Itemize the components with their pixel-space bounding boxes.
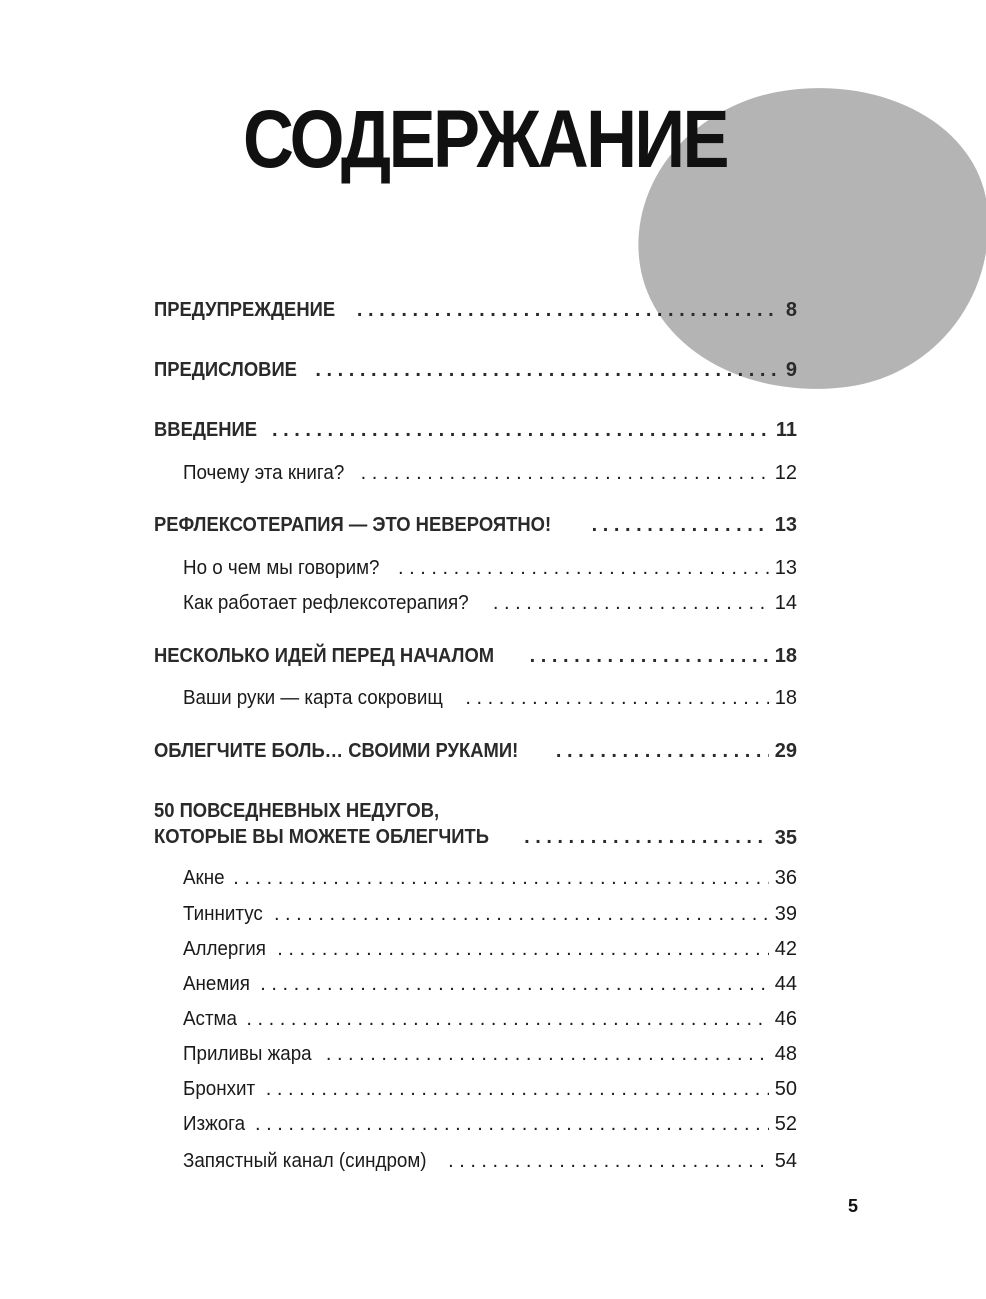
- toc-entry-page: 29: [774, 740, 797, 762]
- toc-entry-page: 46: [774, 1008, 797, 1030]
- toc-subentry-what-we-talk-about[interactable]: [183, 556, 797, 580]
- toc-subentry-hands-treasure-map[interactable]: [183, 686, 797, 710]
- toc-subentry-bronchitis[interactable]: [183, 1077, 797, 1101]
- toc-subentry-asthma[interactable]: [183, 1007, 797, 1031]
- toc-leader-dots: [260, 972, 768, 996]
- toc-entry-label: Акне: [183, 867, 225, 889]
- toc-entry-label: Тиннитус: [183, 903, 263, 925]
- toc-entry-label: ВВЕДЕНИЕ: [154, 419, 258, 441]
- toc-entry-page: 42: [774, 938, 797, 960]
- toc-entry-page: 14: [774, 592, 797, 614]
- toc-entry-label: [154, 798, 489, 850]
- toc-leader-dots: [246, 1007, 768, 1031]
- toc-entry-50-ailments[interactable]: [154, 798, 797, 850]
- toc-entry-page: 48: [774, 1043, 797, 1065]
- toc-entry-label: ОБЛЕГЧИТЕ БОЛЬ… СВОИМИ РУКАМИ!: [154, 740, 519, 762]
- toc-leader-dots: [493, 591, 769, 615]
- toc-entry-page: 50: [774, 1078, 797, 1100]
- toc-entry-page: 52: [774, 1113, 797, 1135]
- toc-entry-label: ПРЕДУПРЕЖДЕНИЕ: [154, 299, 336, 321]
- toc-entry-label: НЕСКОЛЬКО ИДЕЙ ПЕРЕД НАЧАЛОМ: [154, 645, 495, 667]
- toc-entry-label: Ваши руки — карта сокровищ: [183, 687, 443, 709]
- toc-entry-reflexology-incredible[interactable]: [154, 513, 797, 537]
- toc-entry-introduction[interactable]: [154, 418, 797, 442]
- toc-subentry-tinnitus[interactable]: [183, 902, 797, 926]
- toc-entry-page: 12: [774, 462, 797, 484]
- toc-subentry-hot-flashes[interactable]: [183, 1042, 797, 1066]
- toc-entry-label-line2: КОТОРЫЕ ВЫ МОЖЕТЕ ОБЛЕГЧИТЬ: [154, 826, 489, 848]
- toc-leader-dots: [592, 513, 769, 537]
- toc-leader-dots: [266, 1077, 769, 1101]
- toc-subentry-anemia[interactable]: [183, 972, 797, 996]
- toc-subentry-heartburn[interactable]: [183, 1112, 797, 1136]
- toc-leader-dots: [233, 866, 768, 890]
- toc-leader-dots: [556, 739, 769, 763]
- toc-leader-dots: [272, 418, 770, 442]
- toc-entry-page: 18: [774, 687, 797, 709]
- toc-entry-page: 8: [785, 299, 797, 321]
- toc-entry-page: 13: [774, 557, 797, 579]
- toc-entry-page: 39: [774, 903, 797, 925]
- toc-entry-label: Приливы жара: [183, 1043, 312, 1065]
- toc-subentry-why-this-book[interactable]: [183, 461, 797, 485]
- toc-entry-label: Как работает рефлексотерапия?: [183, 592, 469, 614]
- toc-subentry-how-reflexology-works[interactable]: [183, 591, 797, 615]
- page-number: 5: [848, 1196, 859, 1216]
- toc-leader-dots: [315, 358, 780, 382]
- toc-entry-label: Изжога: [183, 1113, 246, 1135]
- toc-leader-dots: [530, 644, 769, 668]
- toc-entry-preface[interactable]: [154, 358, 797, 382]
- toc-entry-label: Анемия: [183, 973, 250, 995]
- toc-entry-label-line1: 50 ПОВСЕДНЕВНЫХ НЕДУГОВ,: [154, 800, 440, 822]
- toc-entry-warning[interactable]: [154, 298, 797, 322]
- toc-entry-label: Почему эта книга?: [183, 462, 345, 484]
- toc-entry-page: 36: [774, 867, 797, 889]
- toc-leader-dots: [398, 556, 769, 580]
- toc-entry-label: ПРЕДИСЛОВИЕ: [154, 359, 297, 381]
- toc-subentry-allergy[interactable]: [183, 937, 797, 961]
- toc-entry-label: Аллергия: [183, 938, 266, 960]
- toc-entry-label: Запястный канал (синдром): [183, 1150, 427, 1172]
- toc-entry-page: 13: [774, 514, 797, 536]
- toc-leader-dots: [255, 1112, 769, 1136]
- page-title: СОДЕРЖАНИЕ: [243, 94, 727, 185]
- toc-entry-label: Но о чем мы говорим?: [183, 557, 380, 579]
- toc-entry-page: 18: [774, 645, 797, 667]
- toc-leader-dots: [448, 1149, 769, 1173]
- toc-leader-dots: [277, 937, 769, 961]
- toc-entry-page: 11: [775, 419, 797, 441]
- toc-entry-ideas-before-start[interactable]: [154, 644, 797, 668]
- toc-entry-label: Астма: [183, 1008, 237, 1030]
- toc-leader-dots: [361, 461, 769, 485]
- toc-entry-relieve-pain[interactable]: [154, 739, 797, 763]
- toc-entry-label: Бронхит: [183, 1078, 256, 1100]
- toc-leader-dots: [524, 825, 769, 849]
- toc-entry-page: 9: [785, 359, 797, 381]
- toc-subentry-acne[interactable]: [183, 866, 797, 890]
- toc-entry-page: 35: [774, 827, 797, 849]
- toc-entry-page: 54: [774, 1150, 797, 1172]
- toc-leader-dots: [274, 902, 769, 926]
- toc-subentry-carpal-tunnel[interactable]: [183, 1149, 797, 1173]
- toc-entry-label: РЕФЛЕКСОТЕРАПИЯ — ЭТО НЕВЕРОЯТНО!: [154, 514, 552, 536]
- toc-leader-dots: [326, 1042, 769, 1066]
- toc-leader-dots: [465, 686, 768, 710]
- toc-leader-dots: [357, 298, 780, 322]
- toc-entry-page: 44: [774, 973, 797, 995]
